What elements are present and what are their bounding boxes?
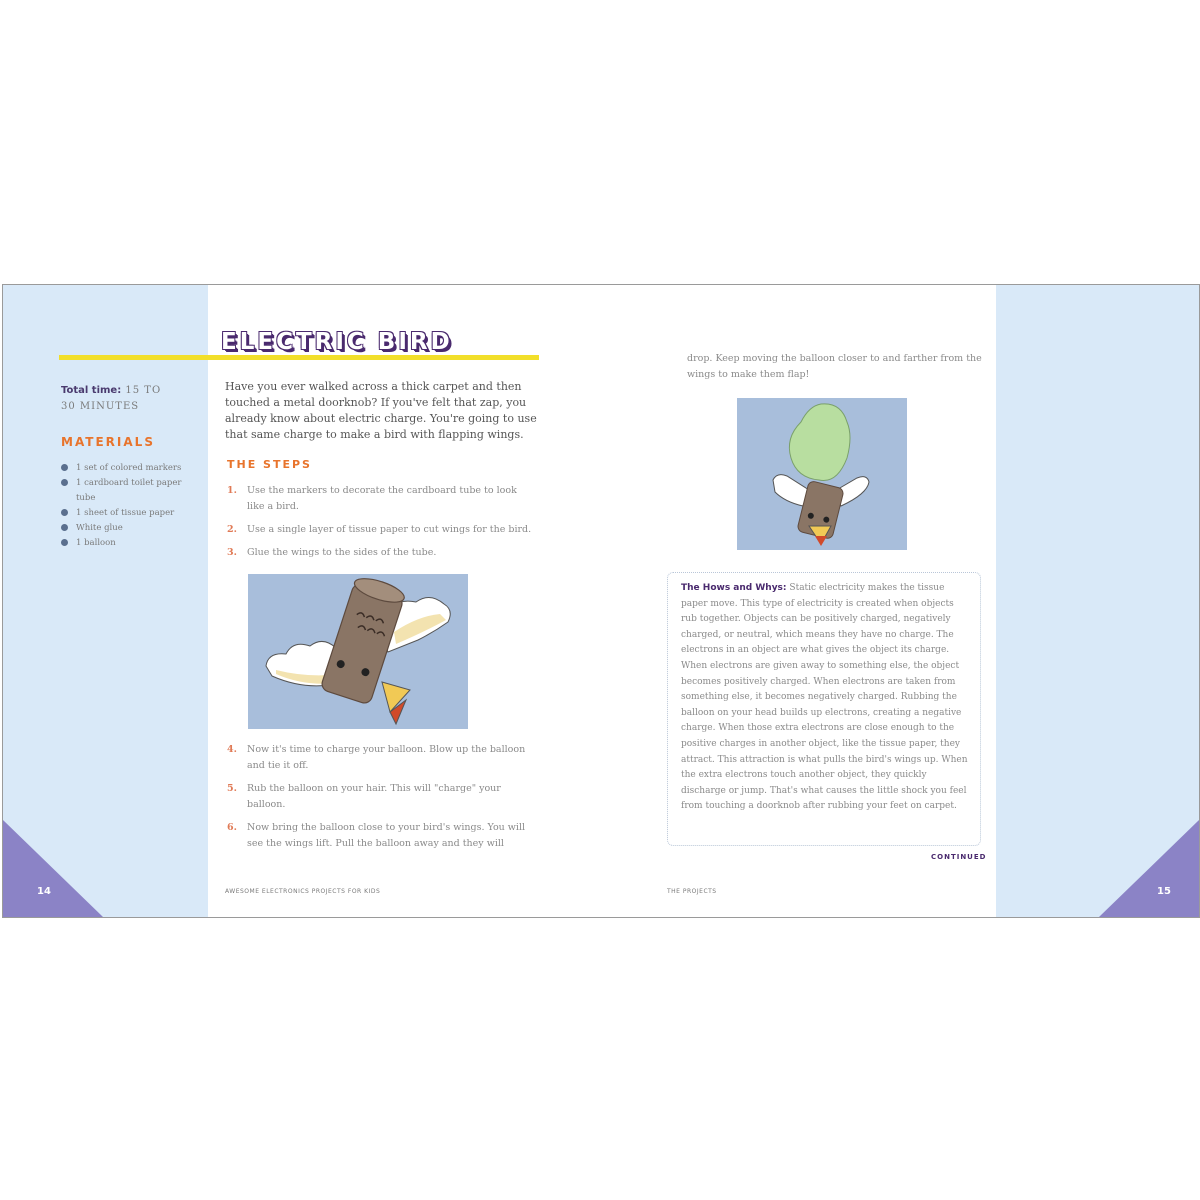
material-text: 1 balloon: [76, 538, 116, 548]
step-number: 2.: [227, 524, 237, 535]
step-text: Now it's time to charge your balloon. Blow up the balloon and tie it off.: [247, 744, 526, 771]
step-text: Use the markers to decorate the cardboard tube to look like a bird.: [247, 485, 517, 512]
material-text: 1 set of colored markers: [76, 463, 182, 473]
running-footer-left: AWESOME ELECTRONICS PROJECTS FOR KIDS: [225, 888, 381, 895]
materials-heading: MATERIALS: [61, 435, 155, 449]
continued-paragraph: drop. Keep moving the balloon closer to and farther from the wings to make them flap!: [687, 353, 982, 380]
total-time-label: Total time:: [61, 385, 122, 396]
bird-illustration: [248, 574, 468, 729]
list-item: [61, 461, 201, 476]
step-item: [227, 483, 537, 515]
step-text: Use a single layer of tissue paper to cut wings for the bird.: [247, 524, 532, 535]
material-text: White glue: [76, 523, 123, 533]
bullet-icon: [61, 524, 68, 531]
step-item: [227, 545, 537, 561]
hows-and-whys-label: The Hows and Whys:: [681, 583, 787, 593]
balloon-illustration: [737, 398, 907, 550]
running-footer-right: THE PROJECTS: [667, 888, 717, 895]
book-spread: [2, 284, 1200, 918]
material-text: 1 cardboard toilet paper tube: [76, 478, 182, 503]
list-item: [61, 536, 201, 551]
material-text: 1 sheet of tissue paper: [76, 508, 175, 518]
step-item: [227, 522, 537, 538]
step-text: Now bring the balloon close to your bird's wings. You will see the wings lift. Pull the balloon away and they will: [247, 822, 526, 849]
bullet-icon: [61, 509, 68, 516]
bullet-icon: [61, 539, 68, 546]
list-item: [61, 521, 201, 536]
page-number-right: 15: [1157, 886, 1171, 897]
page-number-left: 14: [37, 886, 51, 897]
title-underline: [59, 355, 539, 360]
bullet-icon: [61, 479, 68, 486]
step-item: [227, 742, 537, 774]
step-item: [227, 820, 537, 852]
list-item: [61, 506, 201, 521]
hows-and-whys-text: [681, 581, 971, 815]
hows-and-whys-body: Static electricity makes the tissue paper move. This type of electricity is created when objects rub together. Objects can be positively charged, negatively charged, or neutral, which means they have no charge. The electrons in an object are what gives the object its charge. When electrons are given away to something else, the object becomes positively charged. When electrons are taken from something else, it becomes negatively charged. Rubbing the balloon on your head builds up electrons, creating a negative charge. When those extra electrons are close enough to the positive charges in another object, like the tissue paper, they attract. This attraction is what pulls the bird's wings up. When the extra electrons touch another object, they quickly discharge or jump. That's what causes the little shock you feel from touching a doorknob after rubbing your feet on carpet.: [681, 583, 968, 812]
left-corner-triangle: [3, 820, 103, 917]
list-item: [61, 476, 201, 506]
step-number: 5.: [227, 783, 237, 794]
step-number: 1.: [227, 485, 237, 496]
step-text: Glue the wings to the sides of the tube.: [247, 547, 437, 558]
step-number: 6.: [227, 822, 237, 833]
bullet-icon: [61, 464, 68, 471]
step-item: [227, 781, 537, 813]
continued-label: CONTINUED: [931, 853, 987, 861]
step-text: Rub the balloon on your hair. This will "charge" your balloon.: [247, 783, 501, 810]
total-time-value: 15 TO 30 MINUTES: [61, 385, 162, 412]
materials-list: [61, 461, 201, 551]
step-number: 3.: [227, 547, 237, 558]
intro-paragraph: Have you ever walked across a thick carpet and then touched a metal doorknob? If you've felt that zap, you already know about electric charge. You're going to use that same charge to make a bird with flapping wings.: [225, 380, 537, 441]
right-corner-triangle: [1099, 820, 1199, 917]
steps-heading: THE STEPS: [227, 458, 312, 471]
total-time: [61, 383, 171, 415]
page-title: ELECTRIC BIRD: [221, 329, 453, 355]
step-number: 4.: [227, 744, 237, 755]
